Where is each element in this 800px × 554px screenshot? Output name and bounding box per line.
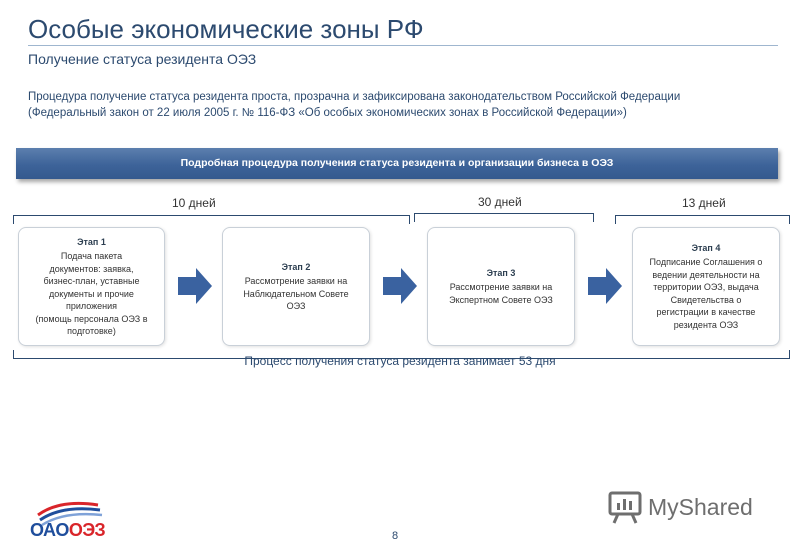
title-divider	[28, 45, 778, 46]
stage-card-4	[632, 227, 780, 346]
duration-label-2: 30 дней	[478, 195, 522, 209]
page-title: Особые экономические зоны РФ	[28, 14, 424, 44]
stage-description: Рассмотрение заявки на Наблюдательном Совете ОЭЗ	[243, 276, 349, 311]
stage-title: Этап 2	[281, 261, 311, 272]
company-logo-text	[30, 520, 105, 541]
duration-label-3: 13 дней	[682, 196, 726, 210]
watermark-text: MyShared	[648, 493, 753, 520]
duration-bracket-3	[615, 215, 790, 224]
stage-card-3	[427, 227, 575, 346]
page-subtitle: Получение статуса резидента ОЭЗ	[28, 51, 257, 67]
stage-card-1	[18, 227, 165, 346]
stage-description: Подача пакета документов: заявка, бизнес-план, уставные документы и прочие приложения (помощь персонала ОЭЗ в подготовке)	[35, 251, 148, 336]
logo-text-blue: ОАО	[30, 520, 69, 540]
intro-line-2: (Федеральный закон от 22 июля 2005 г. № 116-ФЗ «Об особых экономических зонах в Российской Федерации»)	[28, 107, 627, 119]
logo-text-red: ОЭЗ	[68, 520, 106, 540]
stage-title: Этап 1	[77, 236, 106, 247]
section-banner: Подробная процедура получения статуса резидента и организации бизнеса в ОЭЗ	[16, 148, 778, 179]
stage-description: Подписание Соглашения о ведении деятельности на территории ОЭЗ, выдача Свидетельства о регистрации в качестве резидента ОЭЗ	[649, 257, 763, 330]
stage-title: Этап 3	[486, 267, 516, 278]
arrow-right-icon	[178, 268, 212, 304]
stage-title: Этап 4	[691, 242, 721, 253]
arrow-right-icon	[588, 268, 622, 304]
total-duration-text: Процесс получения статуса резидента занимает 53 дня	[244, 354, 556, 368]
duration-label-1: 10 дней	[172, 196, 216, 210]
intro-text	[28, 89, 748, 121]
watermark	[608, 490, 753, 524]
duration-bracket-1	[13, 215, 410, 224]
stage-card-2	[222, 227, 370, 346]
presentation-board-icon	[608, 490, 642, 524]
duration-bracket-2	[414, 213, 594, 222]
arrow-right-icon	[383, 268, 417, 304]
stage-description: Рассмотрение заявки на Экспертном Совете ОЭЗ	[449, 282, 553, 305]
page-number: 8	[392, 530, 399, 542]
intro-line-1: Процедура получение статуса резидента проста, прозрачна и зафиксирована законодательством Российской Федерации	[28, 91, 681, 103]
